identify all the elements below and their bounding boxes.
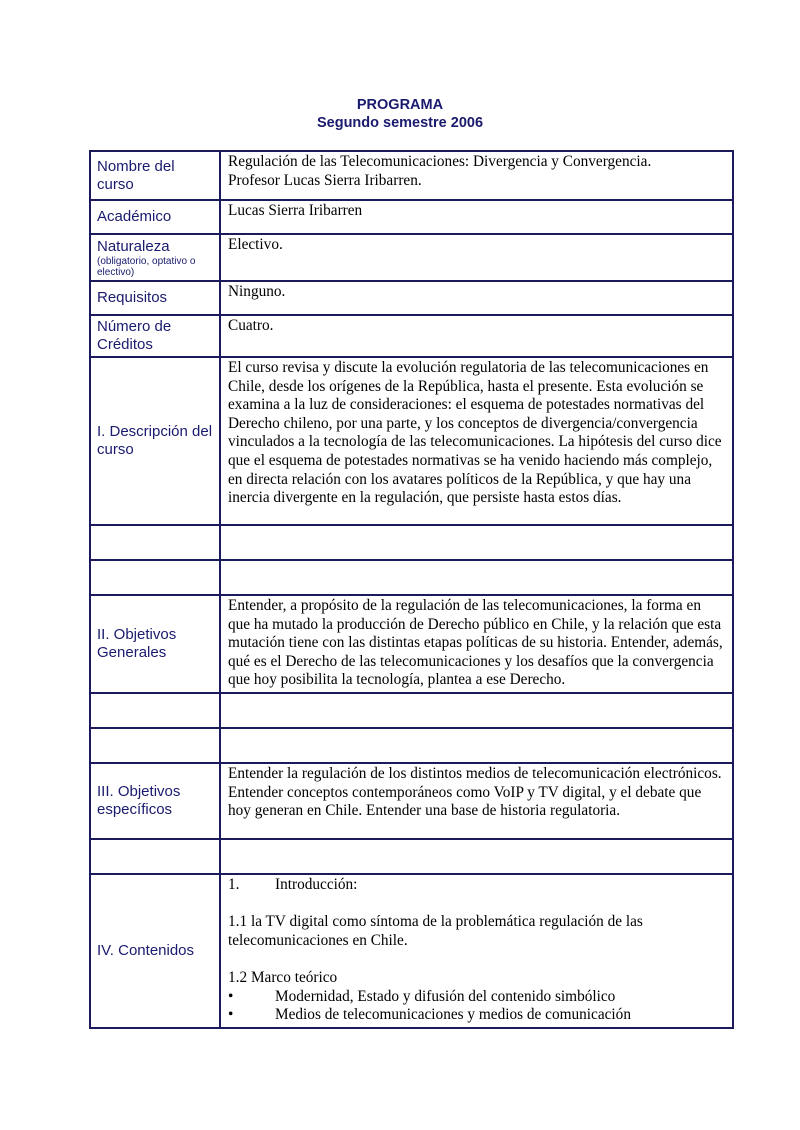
credits-value: Cuatro. <box>220 315 733 357</box>
course-name-label: Nombre del curso <box>90 151 220 200</box>
credits-label: Número de Créditos <box>90 315 220 357</box>
course-professor-line: Profesor Lucas Sierra Iribarren. <box>228 171 422 189</box>
row-general-objectives <box>90 595 733 693</box>
contents-item-number: 1. <box>228 875 240 893</box>
empty-cell <box>90 693 220 728</box>
specific-objectives-label: III. Objetivos específicos <box>90 763 220 839</box>
empty-cell <box>90 839 220 874</box>
general-objectives-value: Entender, a propósito de la regulación de las telecomunicaciones, la forma en que ha mutado la producción de Derecho público en Chile, y la relación que esta mutación tiene con las distintas etapas políticas de su historia. Entender, además, qué es el Derecho de las telecomunicaciones y los desafíos que la convergencia que hoy posibilita la tecnología, plantea a ese Derecho. <box>220 595 733 693</box>
program-table <box>89 150 734 1029</box>
row-credits <box>90 315 733 357</box>
row-course-name <box>90 151 733 200</box>
row-contents <box>90 874 733 1028</box>
empty-cell <box>220 728 733 763</box>
empty-cell <box>220 525 733 560</box>
academic-value: Lucas Sierra Iribarren <box>220 200 733 234</box>
row-academic <box>90 200 733 234</box>
empty-cell <box>220 839 733 874</box>
general-objectives-label: II. Objetivos Generales <box>90 595 220 693</box>
empty-row <box>90 839 733 874</box>
contents-bullet <box>228 1006 726 1025</box>
requirements-value: Ninguno. <box>220 281 733 315</box>
empty-cell <box>220 560 733 595</box>
contents-paragraph-1-2: 1.2 Marco teórico <box>228 968 338 986</box>
document-header <box>0 96 800 132</box>
empty-row <box>90 728 733 763</box>
specific-objectives-value: Entender la regulación de los distintos medios de telecomunicación electrónicos. Entender conceptos contemporáneos como VoIP y TV digital, y el debate que hoy generan en Chile. Entender una base de historia regulatoria. <box>220 763 733 839</box>
row-nature <box>90 234 733 281</box>
empty-cell <box>220 693 733 728</box>
academic-label: Académico <box>90 200 220 234</box>
description-value: El curso revisa y discute la evolución regulatoria de las telecomunicaciones en Chile, desde los orígenes de la República, hasta el presente. Esta evolución se examina a la luz de consideraciones: el esquema de potestades normativas del Derecho chileno, por una parte, y los conceptos de divergencia/convergencia vinculados a la tecnología de las telecomunicaciones. La hipótesis del curso dice que el esquema de potestades normativas se ha venido haciendo más complejo, en directa relación con los avatares políticos de la República, y que hay una inercia divergente en la regulación, que persiste hasta estos días. <box>220 357 733 525</box>
nature-label <box>90 234 220 281</box>
empty-cell <box>90 728 220 763</box>
bullet-icon: • <box>228 1006 234 1024</box>
contents-item-text: Introducción: <box>275 875 358 893</box>
empty-row <box>90 560 733 595</box>
nature-sublabel: (obligatorio, optativo o electivo) <box>97 255 196 278</box>
empty-row <box>90 525 733 560</box>
bullet-text: Modernidad, Estado y difusión del contenido simbólico <box>275 987 616 1005</box>
contents-value <box>220 874 733 1028</box>
empty-row <box>90 693 733 728</box>
bullet-text: Medios de telecomunicaciones y medios de comunicación <box>275 1006 631 1024</box>
course-name-line: Regulación de las Telecomunicaciones: Divergencia y Convergencia. <box>228 153 652 170</box>
document-title: PROGRAMA <box>356 97 444 113</box>
contents-label: IV. Contenidos <box>90 874 220 1028</box>
row-requirements <box>90 281 733 315</box>
contents-bullet <box>228 988 726 1007</box>
row-description <box>90 357 733 525</box>
empty-cell <box>90 525 220 560</box>
nature-title: Naturaleza <box>97 237 170 255</box>
contents-item-1 <box>228 876 726 895</box>
empty-cell <box>90 560 220 595</box>
document-subtitle: Segundo semestre 2006 <box>316 115 484 131</box>
requirements-label: Requisitos <box>90 281 220 315</box>
description-label: I. Descripción del curso <box>90 357 220 525</box>
course-name-value <box>220 151 733 200</box>
contents-paragraph-1-1: 1.1 la TV digital como síntoma de la problemática regulación de las telecomunicaciones en Chile. <box>228 913 643 949</box>
nature-value: Electivo. <box>220 234 733 281</box>
row-specific-objectives <box>90 763 733 839</box>
bullet-icon: • <box>228 987 234 1005</box>
